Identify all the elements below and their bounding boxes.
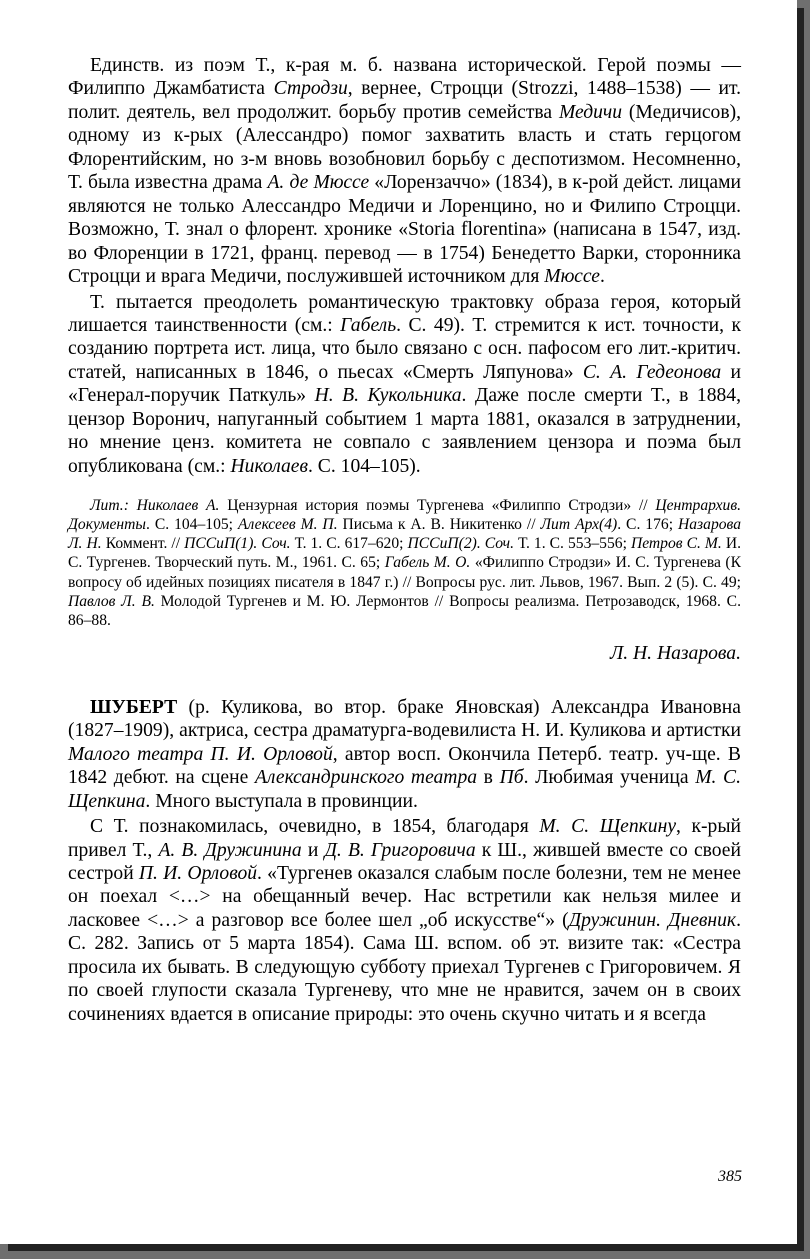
page-shadow-right — [797, 8, 804, 1251]
article-author: Л. Н. Назарова. — [609, 642, 741, 664]
paragraph-poem-history: Единств. из поэм Т., к-рая м. б. названа исторической. Герой поэмы — Филиппо Джамбатиста Стродзи, вернее, Строцци (Strozzi, 1488–1538) — ит. полит. деятель, вел продолжит. борьбу против семейства Медичи (Медичисов), одному из к-рых (Алессандро) помог захватить власть и стать герцогом Флорентийским, но з-м вновь возобновил борьбу с деспотизмом. Несомненно, Т. была известна драма А. де Мюссе «Лорензаччо» (1834), в к-рой дейст. лицами являются не только Алессандро Медичи и Лоренцино, но и Филипо Строцци. Возможно, Т. знал о флорент. хронике «Storia florentina» (написана в 1547, изд. во Флоренции в 1721, франц. перевод — в 1754) Бенедетто Варки, сторонника Строцци и врага Медичи, послужившей источником для Мюссе. — [68, 55, 741, 288]
entry-headword: ШУБЕРТ — [90, 696, 178, 718]
paragraph-acquaintance: С Т. познакомилась, очевидно, в 1854, благодаря М. С. Щепкину, к-рый привел Т., А. В. Дружинина и Д. В. Григоровича к Ш., жившей вместе со своей сестрой П. И. Орловой. «Тургенев оказался слабым после болезни, тем не менее он поехал <…> на обещанный вечер. Нас встретили как нельзя милее и ласковее <…> а разговор все более шел „об искусстве“» (Дружинин. Дневник. С. 282. Запись от 5 марта 1854). Сама Ш. вспом. об эт. визите так: «Сестра просила их бывать. В следующую субботу приехал Тургенев с Григоровичем. Я по своей глупости сказала Тургеневу, что мне не нравится, зачем он в своих сочинениях вдается в описание природы: это очень скучно читать и я всегда — [68, 816, 742, 1025]
page-content — [68, 54, 741, 1026]
page-number: 385 — [718, 1168, 742, 1185]
paragraph-schubert-entry: ШУБЕРТ (р. Куликова, во втор. браке Яновская) Александра Ивановна (1827–1909), актриса, сестра драматурга-водевилиста Н. И. Куликова и артистки Малого театра П. И. Орловой, автор восп. Окончила Петерб. театр. уч-ще. В 1842 дебют. на сцене Александринского театра в Пб. Любимая ученица М. С. Щепкина. Много выступала в провинции. — [68, 696, 741, 812]
literature-references: Лит.: Николаев А. Цензурная история поэмы Тургенева «Филиппо Стродзи» // Центрархив. Документы. С. 104–105; Алексеев М. П. Письма к А. В. Никитенко // Лит Арх(4). С. 176; Назарова Л. Н. Коммент. // ПССиП(1). Соч. Т. 1. С. 617–620; ПССиП(2). Соч. Т. 1. С. 553–556; Петров С. М. И. С. Тургенев. Творческий путь. М., 1961. С. 65; Габель М. О. «Филиппо Стродзи» И. С. Тургенева (К вопросу об идейных позициях писателя в 1847 г.) // Вопросы рус. лит. Львов, 1967. Вып. 2 (5). С. 49; Павлов Л. В. Молодой Тургенев и М. Ю. Лермонтов // Вопросы реализма. Петрозаводск, 1968. С. 86–88. — [68, 497, 742, 629]
paragraph-hero-treatment: Т. пытается преодолеть романтическую трактовку образа героя, который лишается таинственности (см.: Габель. С. 49). Т. стремится к ист. точности, к созданию портрета ист. лица, что было связано с осн. пафосом его лит.-критич. статей, написанных в 1846, о пьесах «Смерть Ляпунова» С. А. Гедеонова и «Генерал-поручик Паткуль» Н. В. Кукольника. Даже после смерти Т., в 1884, цензор Воронич, напуганный событием 1 марта 1881, оказался в затруднении, но мнение ценз. комитета не совпало с заявлением цензора и поэма был опубликована (см.: Николаев. С. 104–105). — [68, 291, 741, 477]
page-shadow-bottom — [8, 1244, 804, 1251]
